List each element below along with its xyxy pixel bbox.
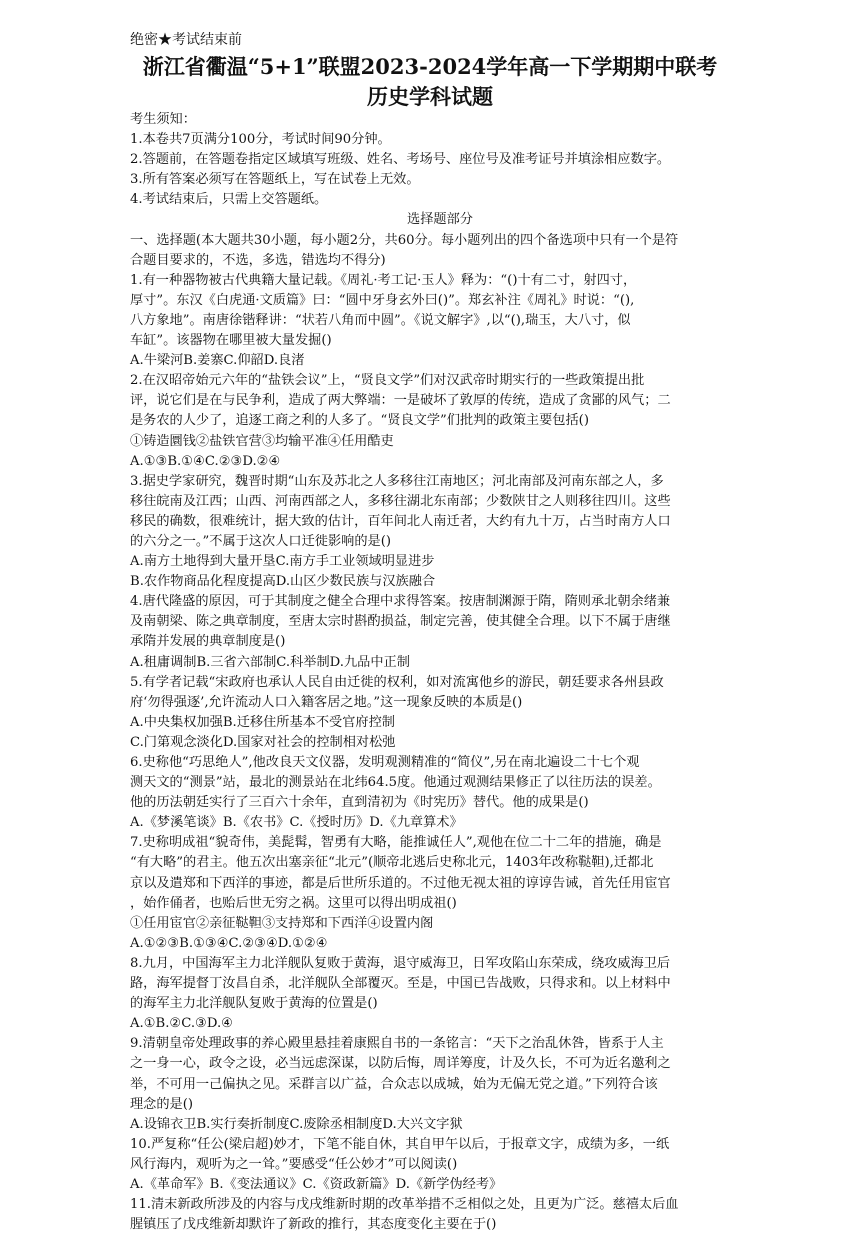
text-line: 举，不可用一己偏执之见。采群言以广益，合众志以成城，始为无偏无党之道。”下列符合该 [130, 1076, 658, 1092]
text-line: 2.答题前，在答题卷指定区域填写班级、姓名、考场号、座位号及准考证号并填涂相应数字。 [130, 152, 671, 168]
text-line: 3.所有答案必须写在答题纸上，写在试卷上无效。 [130, 172, 420, 188]
text-line: 之一身一心，政令之设，必当远虑深谋，以防后悔，周详筹度，计及久长，不可为近名邀利之 [130, 1056, 671, 1072]
text-line: A.租庸调制B.三省六部制C.科举制D.九品中正制 [130, 654, 410, 670]
text-line: 5.有学者记载“宋政府也承认人民自由迁徙的权利，如对流寓他乡的游民，朝廷要求各州县政 [130, 674, 664, 690]
text-line: 一、选择题(本大题共30小题，每小题2分，共60分。每小题列出的四个备选项中只有一个是符 [130, 232, 679, 248]
text-line: B.农作物商品化程度提高D.山区少数民族与汉族融合 [130, 574, 436, 590]
text-line: A.中央集权加强B.迁移住所基本不受官府控制 [130, 714, 395, 730]
text-line: A.①B.②C.③D.④ [130, 1016, 233, 1032]
text-line: 3.据史学家研究，魏晋时期“山东及苏北之人多移往江南地区；河北南部及河南东部之人，多 [130, 473, 664, 489]
text-line: 移往皖南及江西；山西、河南西部之人，多移往湖北东南部；少数陕甘之人则移往四川。这些 [130, 493, 671, 509]
exam-title: 浙江省衢温“5+1”联盟2023-2024学年高一下学期期中联考 [142, 54, 718, 79]
text-line: 8.九月，中国海军主力北洋舰队复败于黄海，退守威海卫，日军攻陷山东荣成，绕攻威海卫后 [130, 955, 671, 971]
secret-mark: 绝密★考试结束前 [130, 32, 242, 48]
text-line: A.《梦溪笔谈》B.《农书》C.《授时历》D.《九章算术》 [130, 815, 463, 831]
text-line: 府‘勿得强逐’,允许流动人口入籍客居之地。”这一现象反映的本质是() [130, 694, 523, 710]
exam-body [130, 110, 750, 1235]
text-line: A.设锦衣卫B.实行奏折制度C.废除丞相制度D.大兴文字狱 [130, 1116, 463, 1132]
text-line: 京以及遣郑和下西洋的事迹，都是后世所乐道的。不过他无视太祖的谆谆告诫，首先任用宦官 [130, 875, 671, 891]
text-line: 9.清朝皇帝处理政事的养心殿里悬挂着康熙自书的一条铭言：“天下之治乱休咎，皆系于人主 [130, 1036, 664, 1052]
text-line: 1.本卷共7页满分100分，考试时间90分钟。 [130, 132, 391, 148]
text-line: 考生须知： [130, 112, 196, 127]
text-line: C.门第观念淡化D.国家对社会的控制相对松弛 [130, 734, 396, 750]
text-line: 及南朝梁、陈之典章制度，至唐太宗时斟酌损益，制定完善，使其健全合理。以下不属于唐继 [130, 614, 671, 630]
text-line: 10.严复称“任公(梁启超)妙才，下笔不能自休，其自甲午以后，于报章文字，成绩为多，一纸 [130, 1136, 670, 1152]
text-line: 11.清末新政所涉及的内容与戊戌维新时期的改革举措不乏相似之处，且更为广泛。慈禧太后血 [130, 1197, 679, 1213]
text-line: 4.唐代隆盛的原因，可于其制度之健全合理中求得答案。按唐制渊源于隋，隋则承北朝余绪兼 [130, 594, 671, 610]
text-line: 评，说它们是在与民争利，造成了两大弊端：一是破坏了敦厚的传统，造成了贪鄙的风气；二 [130, 393, 671, 409]
text-line: 厚寸”。东汉《白虎通·文质篇》曰：“圆中牙身玄外曰()”。郑玄补注《周礼》时说：“(), [130, 292, 635, 308]
text-line: 八方象地”。南唐徐锴释讲：“状若八角而中圆”。《说文解字》,以“(),瑞玉，大八寸，似 [130, 312, 631, 328]
text-line: 承隋并发展的典章制度是() [130, 634, 286, 650]
section-heading: 选择题部分 [407, 212, 473, 228]
text-line: 移民的确数，很难统计，据大致的估计，百年间北人南迁者，大约有九十万，占当时南方人口 [130, 513, 671, 529]
text-line: 1.有一种器物被古代典籍大量记载。《周礼·考工记·玉人》释为：“()十有二寸，射四寸， [130, 272, 637, 288]
text-line: A.牛梁河B.姜寨C.仰韶D.良渚 [130, 353, 305, 369]
text-line: A.南方土地得到大量开垦C.南方手工业领域明显进步 [130, 554, 435, 570]
text-line: 2.在汉昭帝始元六年的“盐铁会议”上，“贤良文学”们对汉武帝时期实行的一些政策提出批 [130, 373, 645, 389]
text-line: ①任用宦官②亲征鞑靼③支持郑和下西洋④设置内阁 [130, 915, 434, 931]
text-line: 4.考试结束后，只需上交答题纸。 [130, 192, 328, 208]
text-line: 测天文的“测景”站，最北的测景站在北纬64.5度。他通过观测结果修正了以往历法的误差。 [130, 775, 661, 791]
text-line: 腥镇压了戊戌维新却默许了新政的推行，其态度变化主要在于() [130, 1217, 497, 1233]
text-line: 是务农的人少了，追逐工商之利的人多了。“贤良文学”们批判的政策主要包括() [130, 413, 589, 429]
text-line: A.《革命军》B.《变法通议》C.《资政新篇》D.《新学伪经考》 [130, 1176, 503, 1192]
text-line: 风行海内，观听为之一耸。”要感受“任公妙才”可以阅读() [130, 1156, 458, 1172]
text-line: 6.史称他“巧思绝人”,他改良天文仪器，发明观测精准的“简仪”,另在南北遍设二十七个观 [130, 755, 640, 770]
text-line: A.①②③B.①③④C.②③④D.①②④ [130, 935, 328, 951]
text-line: ，始作俑者，也贻后世无穷之祸。这里可以得出明成祖() [130, 895, 457, 911]
text-line: “有大略”的君主。他五次出塞亲征“北元”(顺帝北逃后史称北元，1403年改称鞑靼),迁都北 [130, 855, 654, 871]
text-line: 车缸”。该器物在哪里被大量发掘() [130, 333, 332, 349]
text-line: 路，海军提督丁汝昌自杀，北洋舰队全部覆灭。至是，中国已告战败，只得求和。以上材料中 [130, 976, 671, 992]
text-line: 合题目要求的，不选，多选，错选均不得分) [130, 252, 386, 268]
text-line: 他的历法朝廷实行了三百六十余年，直到清初为《时宪历》替代。他的成果是() [130, 795, 589, 811]
text-line: 理念的是() [130, 1096, 194, 1112]
text-line: ①铸造圜钱②盐铁官营③均输平准④任用酷吏 [130, 433, 394, 449]
exam-subtitle: 历史学科试题 [367, 84, 493, 109]
text-line: 7.史称明成祖“貌奇伟，美髭髯，智勇有大略，能推诚任人”,观他在位二十二年的措施，确是 [130, 835, 662, 851]
text-line: A.①③B.①④C.②③D.②④ [130, 453, 281, 469]
text-line: 的海军主力北洋舰队复败于黄海的位置是() [130, 996, 378, 1012]
text-line: 的六分之一。”不属于这次人口迁徙影响的是() [130, 533, 391, 549]
